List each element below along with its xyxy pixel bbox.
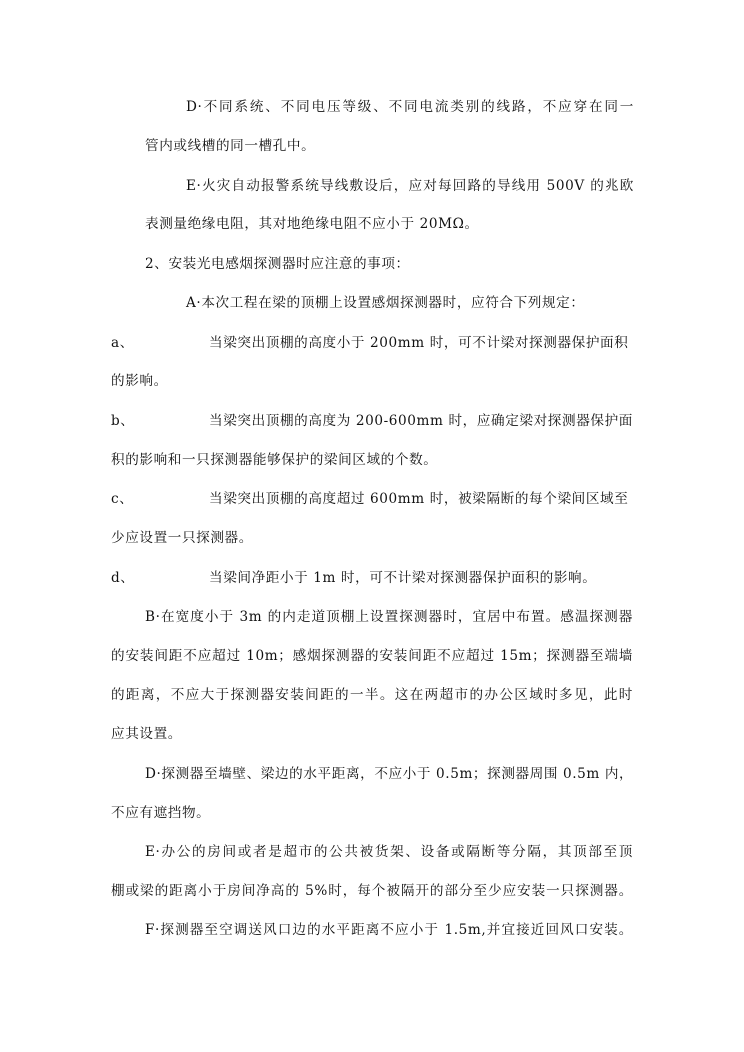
paragraph-a-line1: A·本次工程在梁的顶棚上设置感烟探测器时，应符合下列规定： [186,295,585,311]
list-marker-a: a、 [111,335,134,351]
paragraph-e2-line2: 棚或梁的距离小于房间净高的 5%时，每个被隔开的部分至少应安装一只探测器。 [111,883,633,899]
list-item-d-text: 当梁间净距小于 1m 时，可不计梁对探测器保护面积的影响。 [209,570,597,586]
list-item-a-line1 [111,333,633,353]
paragraph-d2-line2: 不应有遮挡物。 [111,805,211,821]
list-marker-c: c、 [111,491,134,507]
list-item-b-line1 [111,411,633,431]
paragraph-e-line2: 表测量绝缘电阻，其对地绝缘电阻不应小于 20MΩ。 [145,216,479,232]
list-item-b-line2: 积的影响和一只探测器能够保护的梁间区域的个数。 [111,452,438,468]
list-item-a-line2: 的影响。 [111,373,168,389]
list-item-d-line1 [111,568,633,588]
paragraph-e-line1: E·火灾自动报警系统导线敷设后，应对每回路的导线用 500V 的兆欧 [186,178,634,194]
list-marker-b: b、 [111,413,135,429]
paragraph-f-line1: F·探测器至空调送风口边的水平距离不应小于 1.5m,并宜接近回风口安装。 [145,922,633,938]
paragraph-b-line3: 的距离，不应大于探测器安装间距的一半。这在两超市的办公区域时多见，此时 [111,687,633,703]
paragraph-e2-line1: E·办公的房间或者是超市的公共被货架、设备或隔断等分隔，其顶部至顶 [145,844,633,860]
list-item-c-line2: 少应设置一只探测器。 [111,530,253,546]
list-item-b-text: 当梁突出顶棚的高度为 200-600mm 时，应确定梁对探测器保护面 [209,413,633,429]
list-item-a-text: 当梁突出顶棚的高度小于 200mm 时，可不计梁对探测器保护面积 [209,335,629,351]
list-marker-d: d、 [111,570,135,586]
list-item-c-text: 当梁突出顶棚的高度超过 600mm 时，被梁隔断的每个梁间区域至 [209,491,629,507]
section-2-heading: 2、安装光电感烟探测器时应注意的事项： [145,256,410,272]
paragraph-b-line4: 应其设置。 [111,726,182,742]
paragraph-d2-line1: D·探测器至墙壁、梁边的水平距离，不应小于 0.5m；探测器周围 0.5m 内， [145,766,634,782]
paragraph-b-line2: 的安装间距不应超过 10m；感烟探测器的安装间距不应超过 15m；探测器至端墙 [111,648,633,664]
paragraph-d-line2: 管内或线槽的同一槽孔中。 [145,138,316,154]
paragraph-d-line1: D·不同系统、不同电压等级、不同电流类别的线路，不应穿在同一 [186,99,634,115]
paragraph-b-line1: B·在宽度小于 3m 的内走道顶棚上设置探测器时，宜居中布置。感温探测器 [145,609,633,625]
list-item-c-line1 [111,489,633,509]
